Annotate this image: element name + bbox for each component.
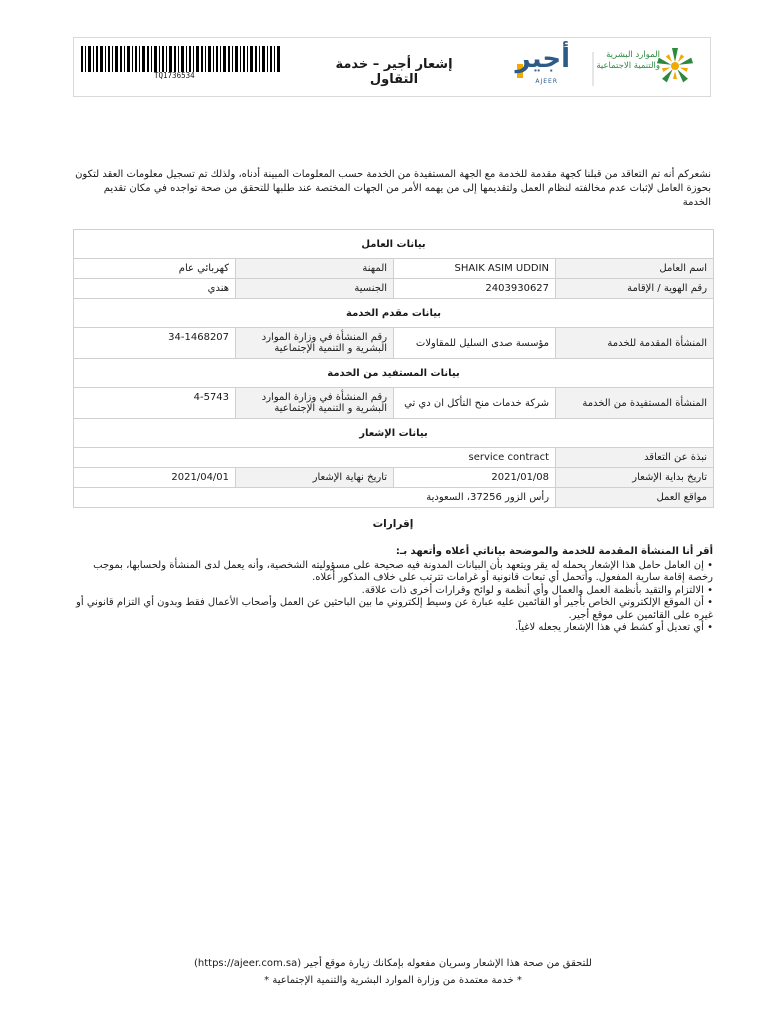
worker-id-value: 2403930627 [394, 279, 556, 299]
section-header [74, 299, 714, 328]
list-item: • أي تعديل أو كشط في هذا الإشعار يجعله لاغياً. [73, 622, 713, 635]
footer-verify-line: للتحقق من صحة هذا الإشعار وسريان مفعوله بإمكانك زيارة موقع أجير (https://ajeer.com.sa) [194, 958, 592, 969]
table-row [74, 259, 714, 279]
end-date-value: 2021/04/01 [74, 468, 236, 488]
section-header [74, 419, 714, 448]
ajeer-logo-latin: AJEER [535, 78, 558, 85]
provider-org-label: المنشأة المقدمة للخدمة [556, 328, 714, 359]
worker-job-label: المهنة [236, 259, 394, 279]
table-row [74, 448, 714, 468]
worker-job-value: كهربائي عام [74, 259, 236, 279]
worker-nationality-label: الجنسية [236, 279, 394, 299]
footer-accreditation-line: * خدمة معتمدة من وزارة الموارد البشرية والتنمية الإجتماعية * [264, 975, 522, 986]
table-row [74, 279, 714, 299]
start-date-value: 2021/01/08 [394, 468, 556, 488]
end-date-label: تاريخ نهاية الإشعار [236, 468, 394, 488]
provider-number-label: رقم المنشأة في وزارة الموارد البشرية و التنمية الإجتماعية [236, 328, 394, 359]
ajeer-logo-text: أجير [515, 44, 570, 74]
intro-paragraph: نشعركم أنه تم التعاقد من قبلنا كجهة مقدمة للخدمة مع الجهة المستفيدة من الخدمة حسب المعلومات المبينة أدناه، ولذلك تم تسجيل معلومات العقد لتكون بحوزة العامل لإثبات عدم مخالفته لنظام العمل ولتقديمها إلى من يهمه الأمر من الجهات المختصة عند طلبها للتحقق من صحة تواجده في مكان تقديم الخدمة [75, 169, 711, 208]
worker-name-label: اسم العامل [556, 259, 714, 279]
declarations-heading: أقر أنا المنشأة المقدمة للخدمة والموضحة بياناتي أعلاه وأتعهد بـ: [395, 546, 713, 557]
table-row [74, 488, 714, 508]
contract-label: نبذة عن التعاقد [556, 448, 714, 468]
document-title: إشعار أجير – خدمة التقاول [335, 57, 453, 87]
footer [73, 955, 713, 989]
table-row [74, 468, 714, 488]
table-row [74, 388, 714, 419]
declarations-title: إقرارات [372, 518, 414, 530]
table-row [74, 328, 714, 359]
start-date-label: تاريخ بداية الإشعار [556, 468, 714, 488]
declarations-list [73, 560, 713, 635]
provider-org-value: مؤسسة صدى السليل للمقاولات [394, 328, 556, 359]
beneficiary-number-value: 4-5743 [74, 388, 236, 419]
beneficiary-org-label: المنشأة المستفيدة من الخدمة [556, 388, 714, 419]
list-item: • إن العامل حامل هذا الإشعار يحمله له يقر ويتعهد بأن البيانات المدونة فيه صحيحة على مسؤوليته الشخصية، وأنه يعمل لدى المنشأة ولحسابها، بموجب رخصة إقامة سارية المفعول. وأتحمل أي تبعات قانونية أو غرامات تترتب على خلاف المذكور أعلاه. [73, 560, 713, 585]
beneficiary-section-title: بيانات المستفيد من الخدمة [74, 359, 714, 388]
worker-id-label: رقم الهوية / الإقامة [556, 279, 714, 299]
provider-section-title: بيانات مقدم الخدمة [74, 299, 714, 328]
worker-section-title: بيانات العامل [74, 230, 714, 259]
ministry-name: الموارد البشرية والتنمية الاجتماعية [596, 50, 660, 71]
barcode-icon [81, 46, 281, 72]
section-header [74, 230, 714, 259]
location-value: رأس الزور 37256، السعودية [74, 488, 556, 508]
declarations-block [73, 546, 713, 635]
list-item: • الالتزام والتقيد بأنظمة العمل والعمال وأي أنظمة و لوائح وقرارات أخرى ذات علاقة. [73, 585, 713, 598]
section-header [74, 359, 714, 388]
list-item: • أن الموقع الإلكتروني الخاص بأجير أو القائمين عليه عبارة عن وسيط إلكتروني ما بين الباحثين عن العمل وأصحاب الأعمال فقط وبدون أي التزام قانوني أو غيره على القائمين على موقع أجير. [73, 597, 713, 622]
worker-name-value: SHAIK ASIM UDDIN [394, 259, 556, 279]
contract-value: service contract [74, 448, 556, 468]
beneficiary-org-value: شركة خدمات منح التأكل ان دي تي [394, 388, 556, 419]
beneficiary-number-label: رقم المنشأة في وزارة الموارد البشرية و التنمية الإجتماعية [236, 388, 394, 419]
barcode-number: TQ1736534 [154, 71, 195, 80]
document-header [73, 37, 711, 97]
worker-nationality-value: هندي [74, 279, 236, 299]
notice-table [73, 229, 714, 508]
location-label: مواقع العمل [556, 488, 714, 508]
notice-section-title: بيانات الإشعار [74, 419, 714, 448]
provider-number-value: 34-1468207 [74, 328, 236, 359]
